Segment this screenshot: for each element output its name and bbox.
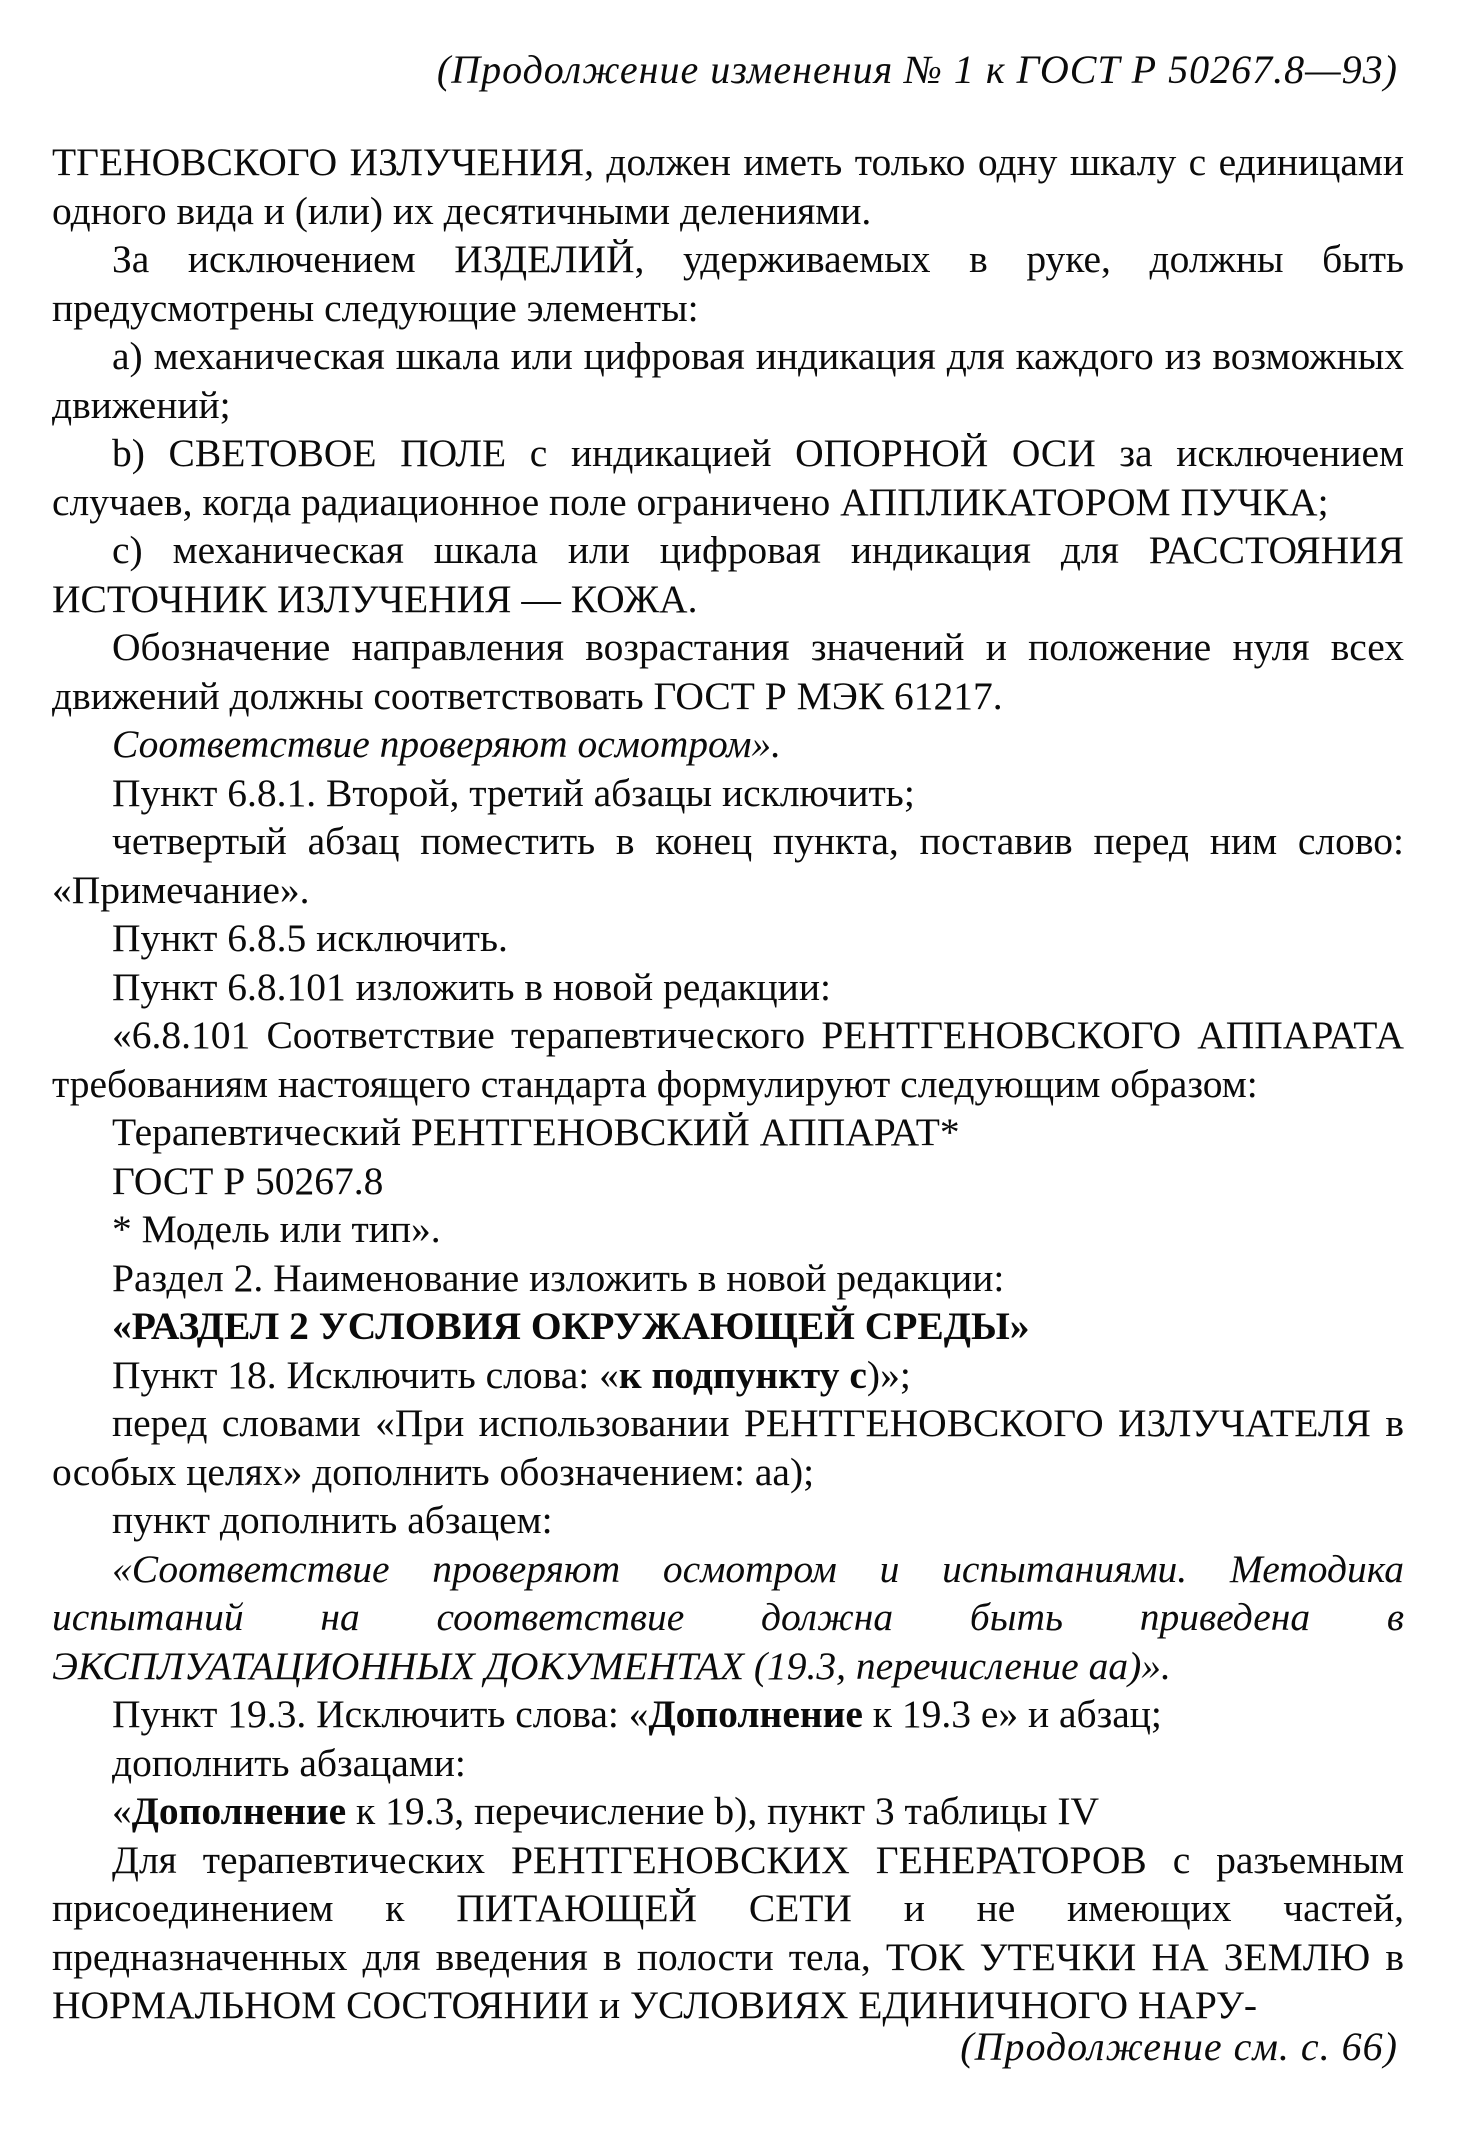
paragraph-18-bold: к подпункту с: [618, 1352, 867, 1397]
paragraph-addition-after: к 19.3, перечисление b), пункт 3 таблицы IV: [346, 1789, 1100, 1833]
paragraph-compliance-tests: «Соответствие проверяют осмотром и испытаниями. Методика испытаний на соответствие должна быть приведена в ЭКСПЛУАТАЦИОННЫХ ДОКУМЕНТАХ (19.3, перечисление аа)».: [52, 1546, 1404, 1688]
paragraph-19-3-bold: Дополнение: [648, 1692, 863, 1736]
paragraph-addition-bold: Дополнение: [131, 1789, 347, 1833]
paragraph-18: [52, 1351, 1404, 1400]
paragraph-section-2: Раздел 2. Наименование изложить в новой редакции:: [112, 1255, 1005, 1300]
paragraph-addition-before: «: [112, 1789, 132, 1833]
paragraph-gost: ГОСТ Р 50267.8: [112, 1158, 384, 1203]
paragraph-18-before: Пункт 18. Исключить слова: «: [112, 1352, 619, 1397]
list-item-c: с) механическая шкала или цифровая индикация для РАССТОЯНИЯ ИСТОЧНИК ИЗЛУЧЕНИЯ — КОЖА.: [52, 528, 1404, 621]
paragraph-6-8-5: Пункт 6.8.5 исключить.: [112, 916, 508, 960]
paragraph-add-abzacs: дополнить абзацами:: [112, 1740, 466, 1785]
continuation-footer: (Продолжение см. с. 66): [960, 2024, 1398, 2069]
paragraph-2: За исключением ИЗДЕЛИЙ, удерживаемых в руке, должны быть предусмотрены следующие элементы:: [52, 237, 1404, 330]
paragraph-add-abzac: пункт дополнить абзацем:: [112, 1498, 553, 1542]
paragraph-18-after: )»;: [866, 1352, 911, 1397]
paragraph-6-8-1: Пункт 6.8.1. Второй, третий абзацы исключить;: [112, 770, 915, 815]
list-item-a: а) механическая шкала или цифровая индикация для каждого из возможных движений;: [52, 334, 1404, 427]
section-heading: «РАЗДЕЛ 2 УСЛОВИЯ ОКРУЖАЮЩЕЙ СРЕДЫ»: [112, 1304, 1030, 1348]
paragraph-addition: [52, 1787, 1404, 1836]
paragraph-19-3-before: Пункт 19.3. Исключить слова: «: [112, 1692, 649, 1736]
paragraph-before-words: перед словами «При использовании РЕНТГЕНОВСКОГО ИЗЛУЧАТЕЛЯ в особых целях» дополнить обозначением: аа);: [52, 1401, 1404, 1494]
running-header: (Продолжение изменения № 1 к ГОСТ Р 50267.8—93): [436, 47, 1398, 92]
list-item-b: b) СВЕТОВОЕ ПОЛЕ с индикацией ОПОРНОЙ ОСИ за исключением случаев, когда радиационное поле ограничено АППЛИКАТОРОМ ПУЧКА;: [52, 431, 1404, 524]
paragraph-6-8-101-text: «6.8.101 Соответствие терапевтического РЕНТГЕНОВСКОГО АППАРАТА требованиям настоящего стандарта формулируют следующим образом:: [52, 1013, 1404, 1106]
paragraph-model-note: * Модель или тип».: [112, 1207, 441, 1251]
paragraph-19-3: [52, 1690, 1404, 1739]
paragraph-designation: Обозначение направления возрастания значений и положение нуля всех движений должны соответствовать ГОСТ Р МЭК 61217.: [52, 625, 1404, 718]
paragraph-fourth-abzac: четвертый абзац поместить в конец пункта, поставив перед ним слово: «Примечание».: [52, 819, 1404, 912]
paragraph-apparatus: Терапевтический РЕНТГЕНОВСКИЙ АППАРАТ*: [112, 1110, 960, 1154]
paragraph-19-3-after: к 19.3 е» и абзац;: [862, 1692, 1162, 1736]
paragraph-generators: Для терапевтических РЕНТГЕНОВСКИХ ГЕНЕРАТОРОВ с разъемным присоединением к ПИТАЮЩЕЙ СЕТИ и не имеющих частей, предназначенных для введения в полости тела, ТОК УТЕЧКИ НА ЗЕМЛЮ в НОРМАЛЬНОМ СОСТОЯНИИ и УСЛОВИЯХ ЕДИНИЧНОГО НАРУ-: [52, 1837, 1404, 2027]
paragraph-1: ТГЕНОВСКОГО ИЗЛУЧЕНИЯ, должен иметь только одну шкалу с единицами одного вида и (или) их десятичными делениями.: [52, 140, 1404, 233]
document-body: [52, 138, 1404, 2030]
paragraph-6-8-101: Пункт 6.8.101 изложить в новой редакции:: [112, 964, 831, 1009]
paragraph-compliance: Соответствие проверяют осмотром».: [112, 722, 782, 766]
